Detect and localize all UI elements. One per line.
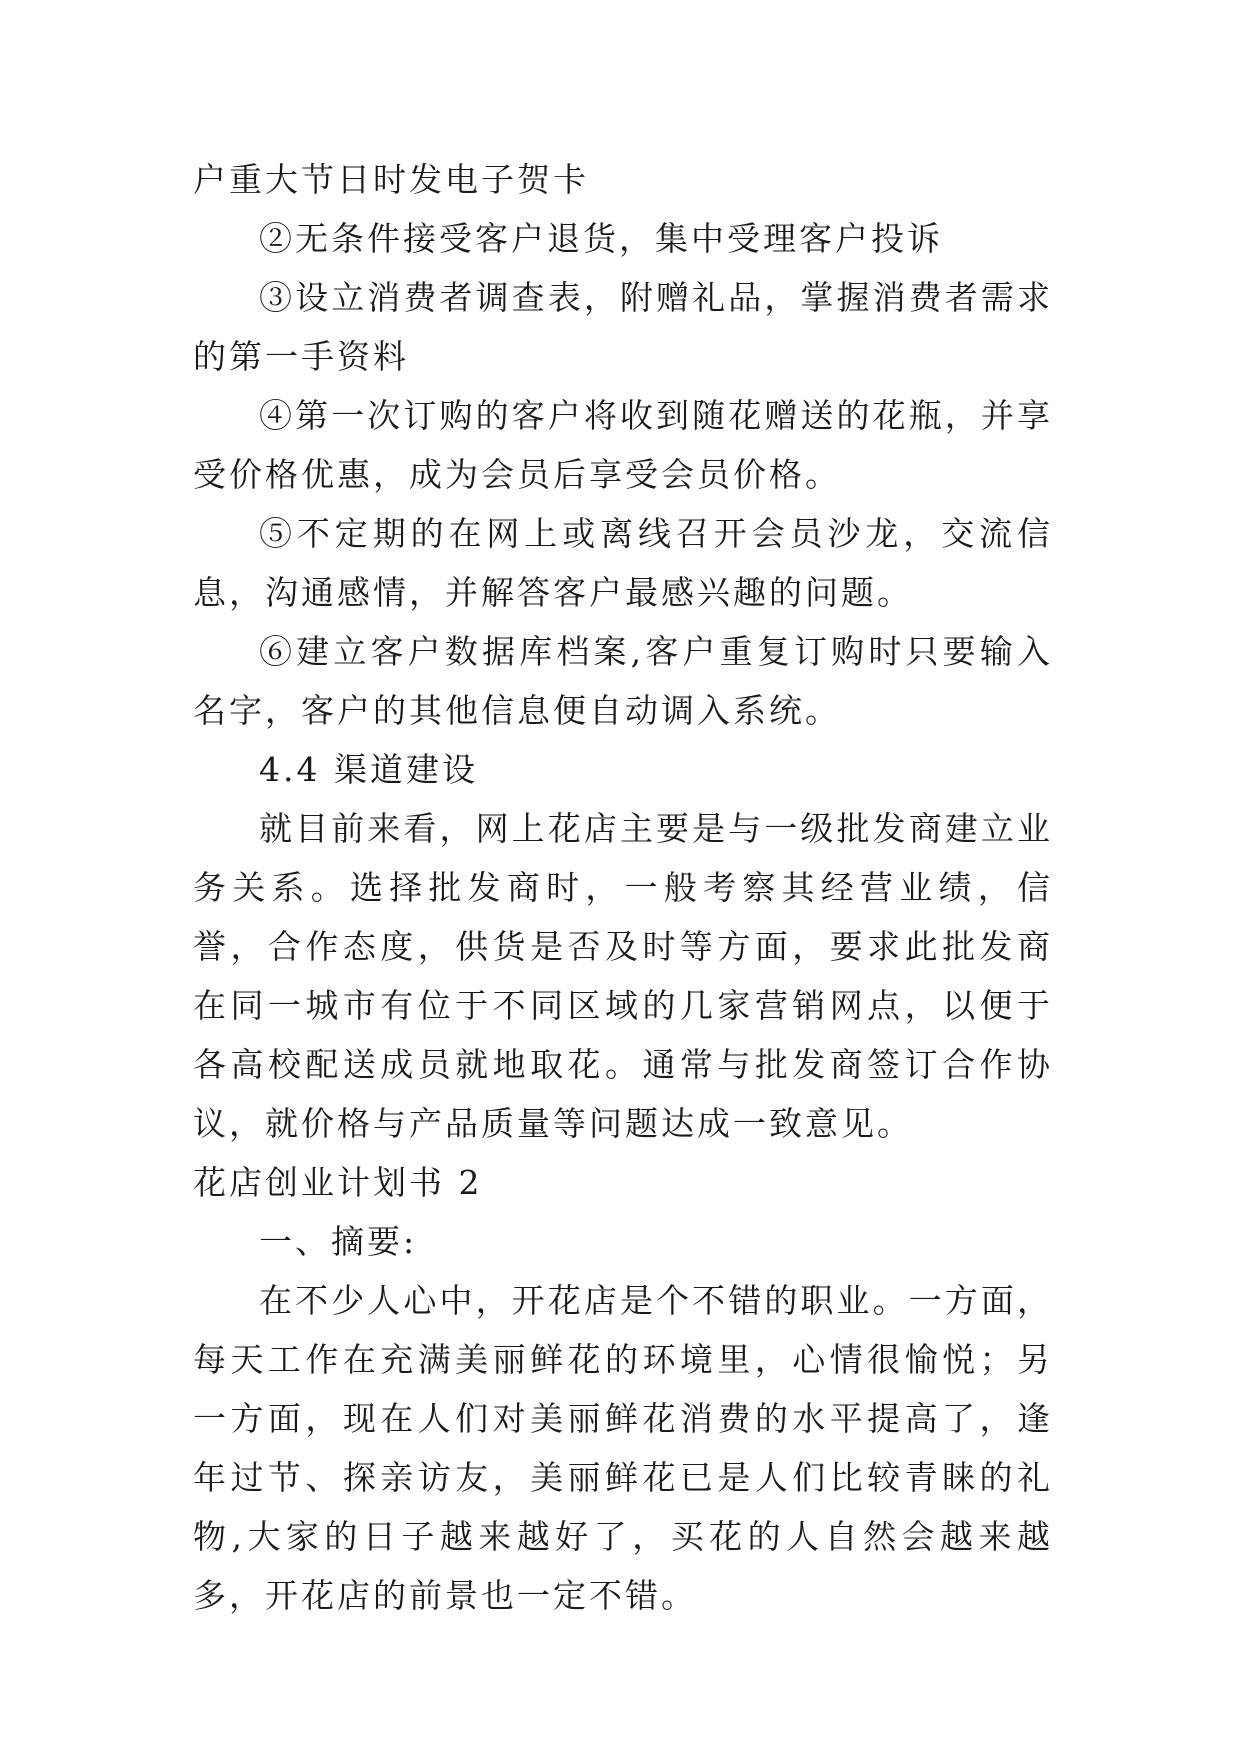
paragraph-item-5: ⑤不定期的在网上或离线召开会员沙龙，交流信息，沟通感情，并解答客户最感兴趣的问题。 xyxy=(193,514,1053,612)
paragraph-summary-body: 在不少人心中，开花店是个不错的职业。一方面，每天工作在充满美丽鲜花的环境里，心情很愉悦；另一方面，现在人们对美丽鲜花消费的水平提高了，逢年过节、探亲访友，美丽鲜花已是人们比较青睐的礼物,大家的日子越来越好了，买花的人自然会越来越多，开花店的前景也一定不错。 xyxy=(193,1281,1053,1615)
paragraph-item-6: ⑥建立客户数据库档案,客户重复订购时只要输入名字，客户的其他信息便自动调入系统。 xyxy=(193,632,1053,730)
paragraph-item-2: ②无条件接受客户退货，集中受理客户投诉 xyxy=(259,219,943,258)
section-heading-summary: 一、摘要: xyxy=(259,1222,418,1261)
paragraph-continuation: 户重大节日时发电子贺卡 xyxy=(193,160,589,199)
document-body xyxy=(193,150,1053,1625)
section-heading-channel: 4.4 渠道建设 xyxy=(259,750,478,789)
document-title-2: 花店创业计划书 2 xyxy=(193,1163,483,1202)
paragraph-item-3: ③设立消费者调查表，附赠礼品，掌握消费者需求的第一手资料 xyxy=(193,278,1053,376)
paragraph-item-4: ④第一次订购的客户将收到随花赠送的花瓶，并享受价格优惠，成为会员后享受会员价格。 xyxy=(193,396,1053,494)
paragraph-channel-body: 就目前来看，网上花店主要是与一级批发商建立业务关系。选择批发商时，一般考察其经营业绩，信誉，合作态度，供货是否及时等方面，要求此批发商在同一城市有位于不同区域的几家营销网点，以便于各高校配送成员就地取花。通常与批发商签订合作协议，就价格与产品质量等问题达成一致意见。 xyxy=(193,809,1053,1143)
